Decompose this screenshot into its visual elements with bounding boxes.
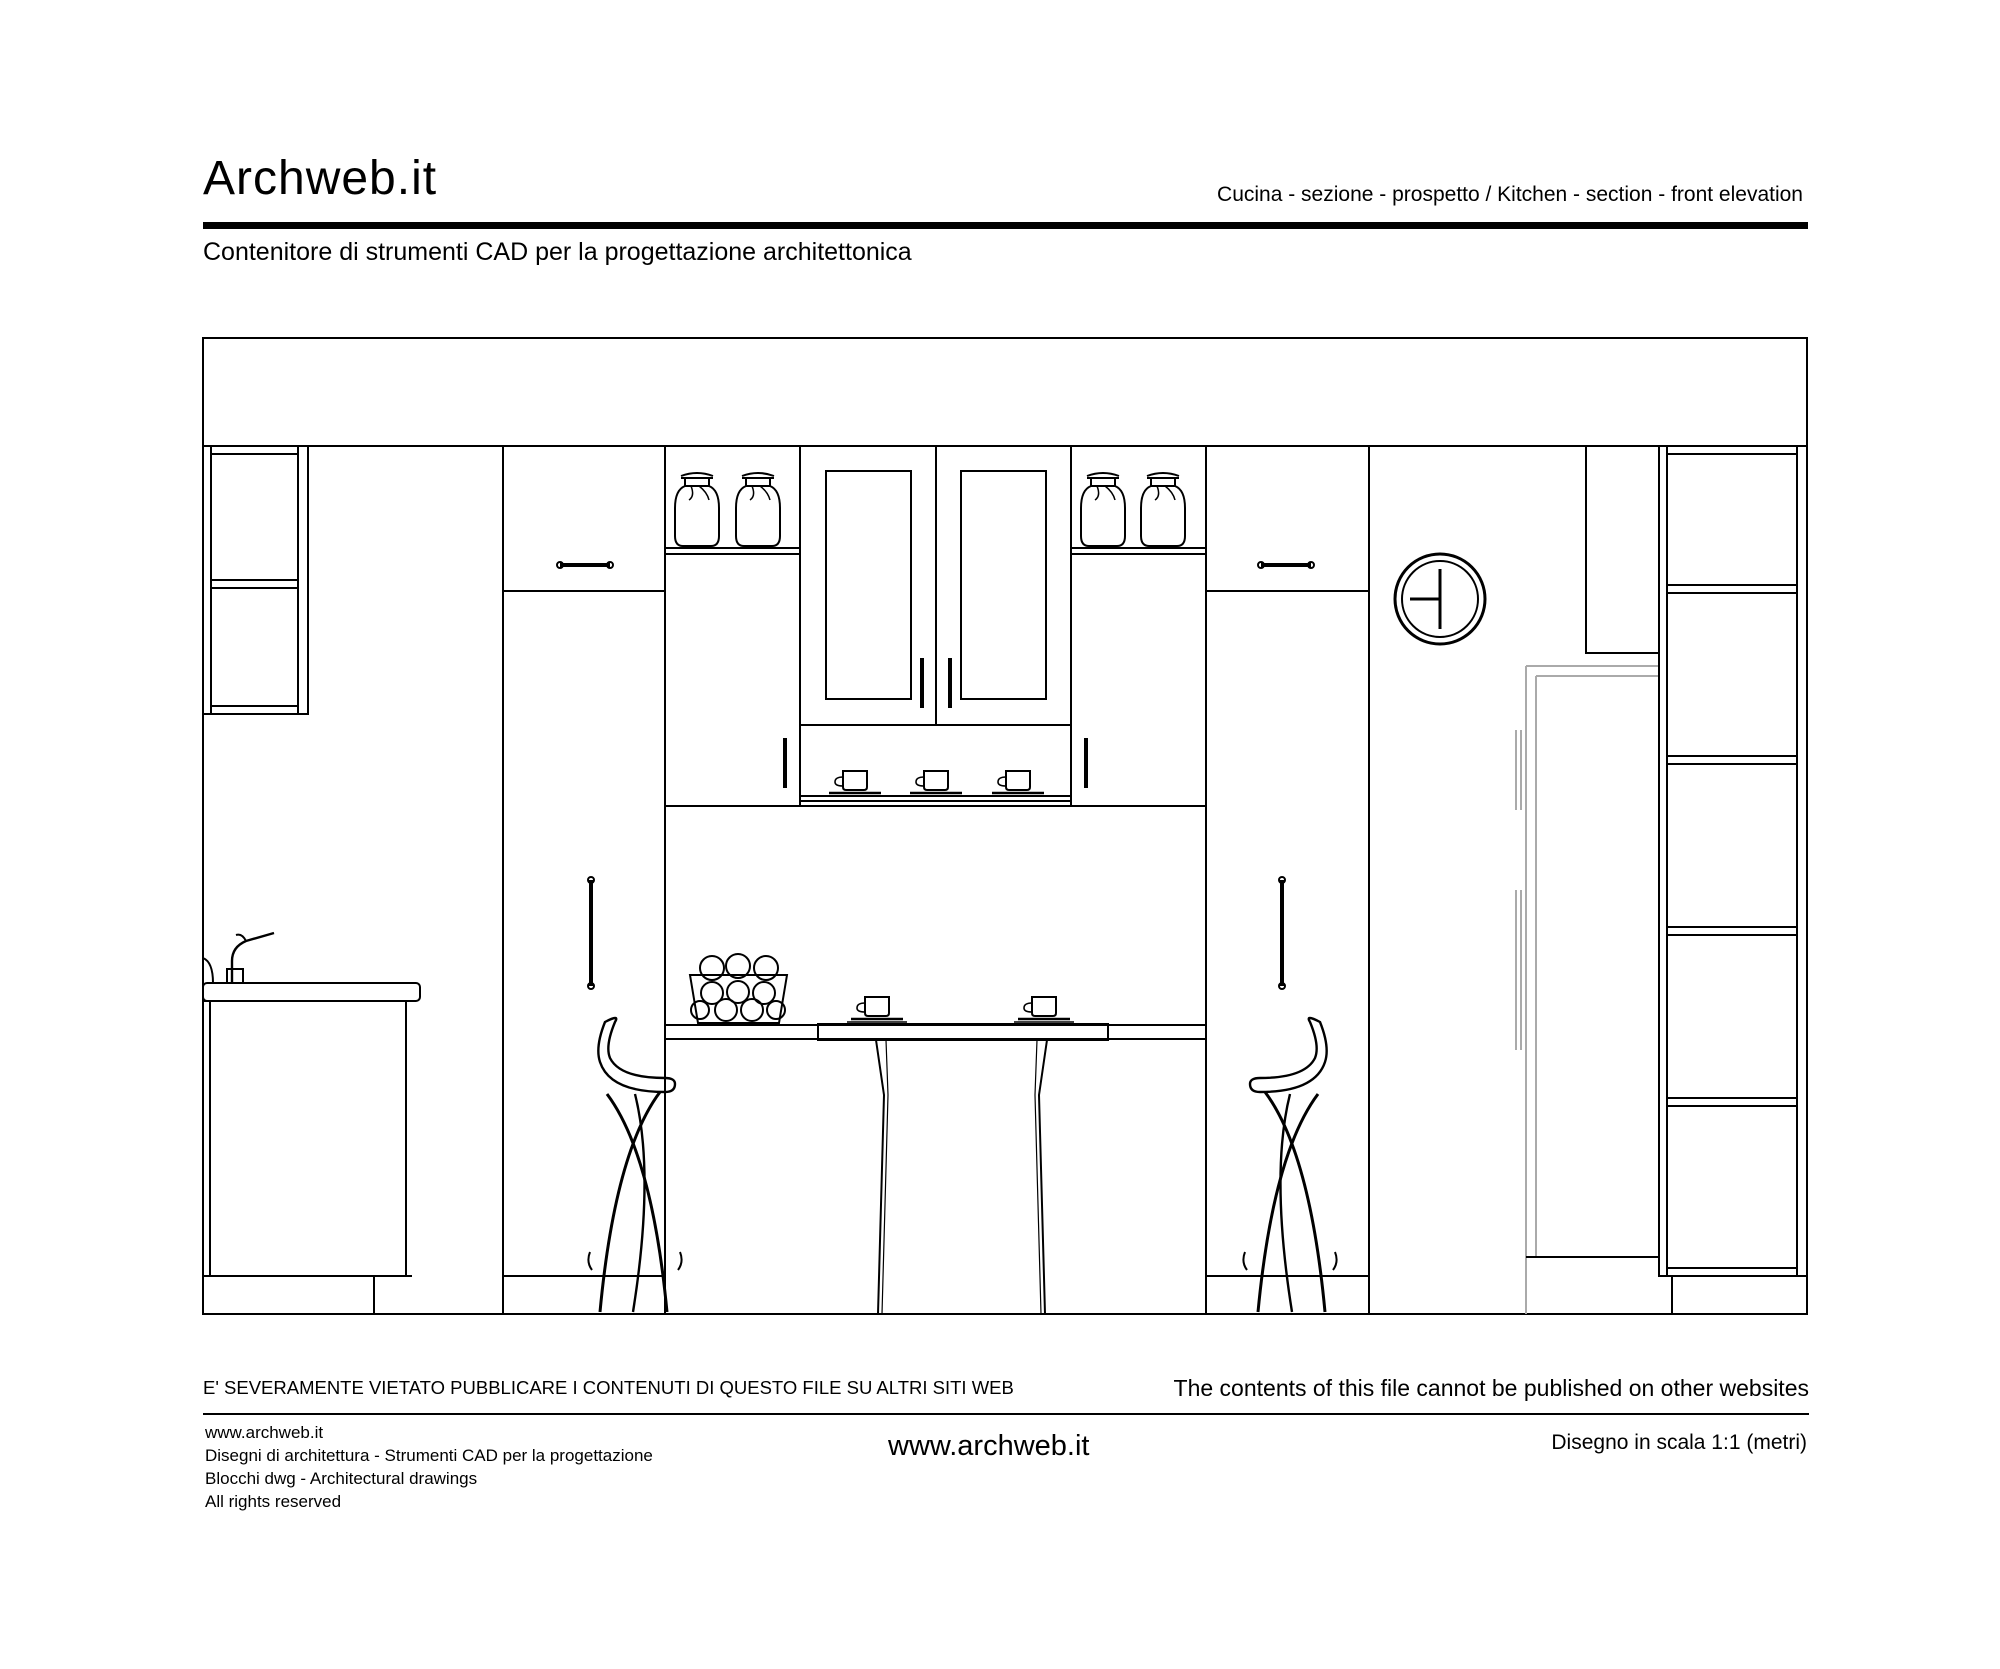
footer-credit-line: Disegni di architettura - Strumenti CAD per la progettazione — [205, 1446, 653, 1465]
footer-credit-line: www.archweb.it — [205, 1423, 324, 1442]
subtitle: Contenitore di strumenti CAD per la progettazione architettonica — [203, 238, 912, 266]
footer-credits — [205, 1421, 653, 1513]
brand-logo: Archweb.it — [203, 152, 438, 205]
copyright-warning-italian: E' SEVERAMENTE VIETATO PUBBLICARE I CONTENUTI DI QUESTO FILE SU ALTRI SITI WEB — [203, 1377, 1014, 1398]
footer-url: www.archweb.it — [888, 1430, 1090, 1462]
scale-note: Disegno in scala 1:1 (metri) — [1551, 1431, 1807, 1454]
footer-credit-line: Blocchi dwg - Architectural drawings — [205, 1469, 478, 1488]
copyright-warning-english: The contents of this file cannot be published on other websites — [1173, 1375, 1809, 1401]
drawing-title: Cucina - sezione - prospetto / Kitchen - section - front elevation — [1217, 183, 1803, 206]
footer-credit-line: All rights reserved — [205, 1492, 342, 1511]
footer-rule — [203, 1413, 1809, 1415]
